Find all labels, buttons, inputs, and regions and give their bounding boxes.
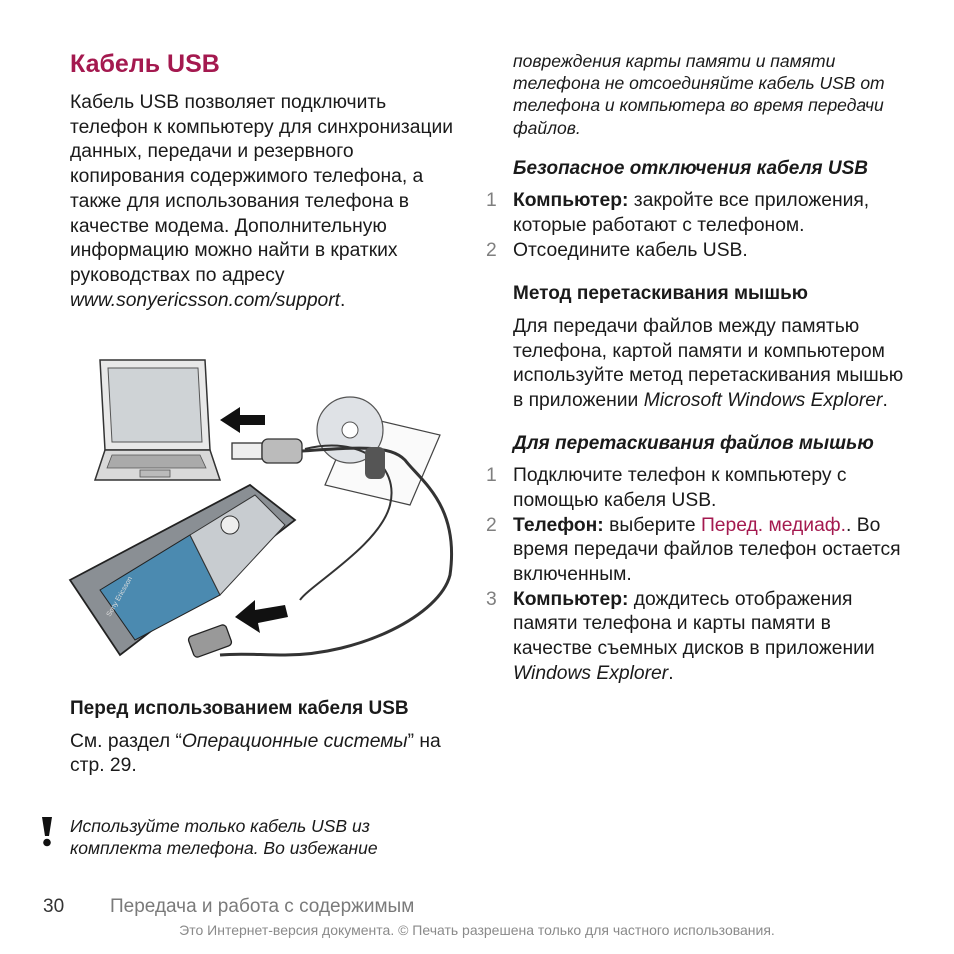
phone-connector-icon xyxy=(187,624,232,658)
before-use-suffix: ” на стр. 29. xyxy=(70,730,441,777)
step-text: Подключите телефон к компьютеру с помощью кабеля USB. xyxy=(513,465,847,511)
ferrite-core xyxy=(365,447,385,479)
intro-paragraph xyxy=(70,91,462,313)
step-text: закройте все приложения, которые работают с телефоном. xyxy=(513,190,870,237)
right-column xyxy=(486,50,905,687)
arrow-to-laptop-icon xyxy=(220,407,265,433)
warning-text-continued: повреждения карты памяти и памяти телефона не отсоединяйте кабель USB от телефона и компьютера во время передачи файлов. xyxy=(513,51,885,138)
laptop-icon xyxy=(95,360,220,480)
drag-files-heading: Для перетаскивания файлов мышью xyxy=(513,432,874,454)
usb-connection-illustration xyxy=(60,355,465,685)
safe-step-1 xyxy=(486,189,905,238)
drag-step-3 xyxy=(486,588,905,687)
step-text-end: . Во время передачи файлов телефон остается включенным. xyxy=(513,514,901,586)
step-number: 1 xyxy=(486,465,497,487)
drag-drop-text-body: Для передачи файлов между памятью телефона, картой памяти и компьютером используйте метод перетаскивания мышью в приложении xyxy=(513,315,904,412)
step-number: 3 xyxy=(486,588,497,610)
before-use-section xyxy=(70,697,462,779)
intro-end: . xyxy=(340,289,346,311)
left-column xyxy=(70,50,462,313)
step-label: Компьютер: xyxy=(513,588,629,610)
step-text-end: . xyxy=(668,662,674,684)
arrow-to-phone-icon xyxy=(235,600,288,633)
drag-step-1 xyxy=(486,464,905,513)
page-title: Кабель USB xyxy=(70,50,220,78)
media-transfer-menu-link[interactable]: Перед. медиаф. xyxy=(700,514,847,536)
page-number: 30 xyxy=(43,896,65,917)
warning-icon xyxy=(40,817,54,847)
step-text: Отсоедините кабель USB. xyxy=(513,239,748,261)
safe-step-2 xyxy=(486,239,905,264)
before-use-text xyxy=(70,730,462,779)
drag-drop-text-end: . xyxy=(882,390,888,412)
intro-text: Кабель USB позволяет подключить телефон к компьютеру для синхронизации данных, передачи и резервного копирования содержимого телефона, а также для использования телефона в качестве модема. Дополнительную информацию можно найти в кратких руководствах по адресу xyxy=(70,92,454,286)
safe-disconnect-steps xyxy=(486,189,905,263)
before-use-heading: Перед использованием кабеля USB xyxy=(70,698,409,719)
copyright-note: Это Интернет-версия документа. © Печать разрешена только для частного использования. xyxy=(179,922,775,938)
step-label: Компьютер: xyxy=(513,190,629,212)
before-use-prefix: См. раздел “ xyxy=(70,730,182,752)
warning-note xyxy=(70,815,460,859)
drag-drop-text xyxy=(513,315,905,414)
explorer-app-name: Windows Explorer xyxy=(513,662,669,684)
drag-drop-heading: Метод перетаскивания мышью xyxy=(513,283,809,305)
safe-disconnect-heading: Безопасное отключения кабеля USB xyxy=(513,157,868,179)
usb-plug-icon xyxy=(232,439,302,463)
step-text: выберите xyxy=(603,514,701,536)
step-number: 2 xyxy=(486,514,497,536)
step-text: дождитесь отображения памяти телефона и карты памяти в качестве съемных дисков в приложении xyxy=(513,588,875,660)
step-number: 1 xyxy=(486,190,497,212)
phone-brand-label: Sony Ericsson xyxy=(105,575,135,618)
step-label: Телефон: xyxy=(513,514,604,536)
phone-icon xyxy=(70,485,295,655)
drag-step-2 xyxy=(486,514,905,588)
support-url-link[interactable]: www.sonyericsson.com/support xyxy=(70,289,341,311)
os-section-link[interactable]: Операционные системы xyxy=(181,730,408,752)
drag-files-steps xyxy=(486,464,905,686)
explorer-app-name: Microsoft Windows Explorer xyxy=(643,390,883,412)
section-title: Передача и работа с содержимым xyxy=(110,896,415,917)
warning-text: Используйте только кабель USB из комплекта телефона. Во избежание xyxy=(70,816,378,859)
step-number: 2 xyxy=(486,239,497,261)
